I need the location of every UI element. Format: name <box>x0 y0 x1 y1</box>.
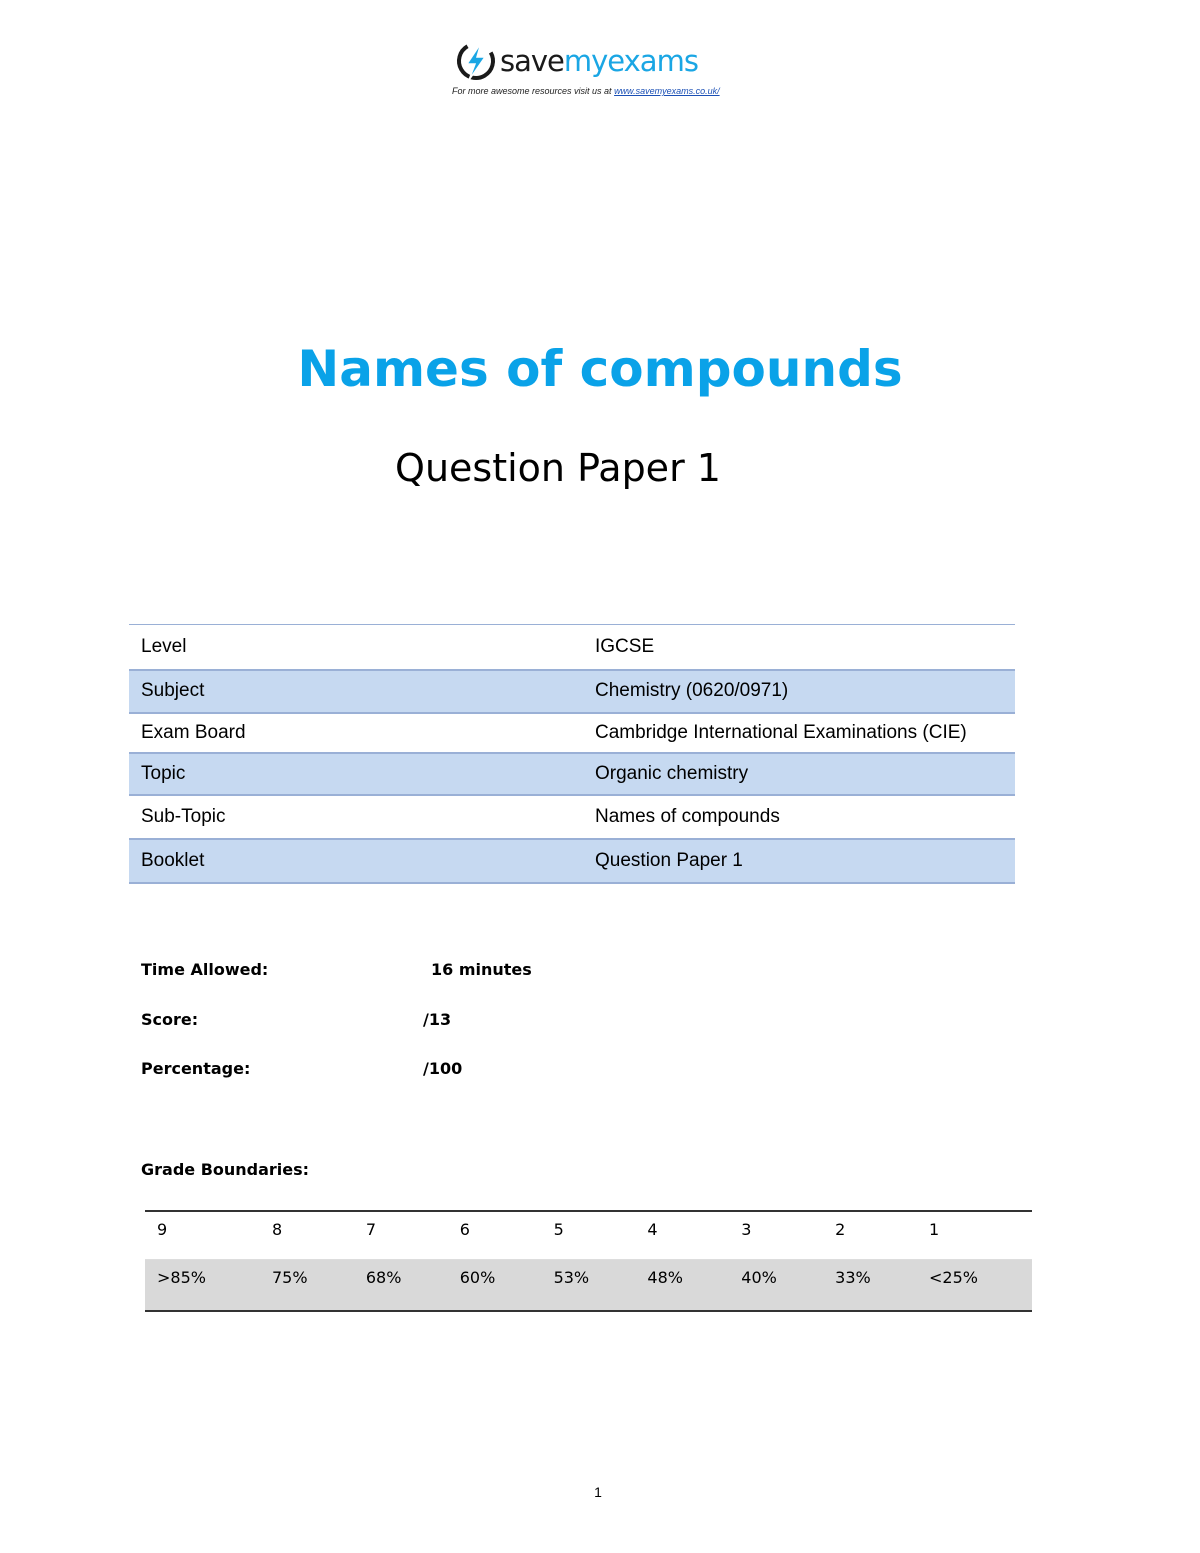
info-row-booklet <box>129 839 1015 883</box>
percentage-cell: 75% <box>271 1267 308 1287</box>
document-title: Names of compounds <box>297 340 903 398</box>
time-allowed-value: 16 minutes <box>431 960 532 979</box>
grade-cell: 8 <box>271 1220 283 1239</box>
percentage-cell: 33% <box>835 1267 871 1287</box>
percentage-label: Percentage: <box>141 1059 251 1078</box>
percentage-cell: 53% <box>553 1267 590 1287</box>
info-label: Level <box>141 635 187 657</box>
percentage-cell: 60% <box>459 1267 496 1287</box>
grade-cell: 4 <box>647 1220 658 1239</box>
logo-myexams-text: myexams <box>563 44 698 78</box>
percentage-cell: <25% <box>929 1267 978 1287</box>
grade-row <box>145 1211 1032 1259</box>
page-number: 1 <box>594 1484 602 1500</box>
percentage-row <box>145 1259 1032 1311</box>
percentage-cell: 68% <box>365 1267 402 1287</box>
percentage-cell: 40% <box>741 1267 777 1287</box>
score-label: Score: <box>141 1010 199 1029</box>
info-row-sub-topic <box>129 795 1015 839</box>
grade-boundaries-table <box>145 1210 1032 1312</box>
percentage-cell: >85% <box>157 1267 206 1287</box>
time-allowed-label: Time Allowed: <box>141 960 269 979</box>
info-row-exam-board <box>129 713 1015 753</box>
document-subtitle: Question Paper 1 <box>395 446 721 490</box>
info-label: Subject <box>129 670 583 713</box>
paper-info-table <box>129 624 1015 884</box>
percentage-value: /100 <box>423 1059 463 1078</box>
tagline-link[interactable]: www.savemyexams.co.uk/ <box>614 86 720 96</box>
info-value: Question Paper 1 <box>583 839 1015 883</box>
grade-cell: 9 <box>157 1220 168 1239</box>
info-label: Booklet <box>129 839 583 883</box>
info-label: Topic <box>129 753 583 795</box>
logo-save-text: save <box>500 44 564 78</box>
info-value: IGCSE <box>595 635 655 657</box>
grade-cell: 2 <box>835 1220 846 1239</box>
grade-cell: 6 <box>459 1220 470 1239</box>
info-value: Chemistry (0620/0971) <box>583 670 1015 713</box>
info-row-level <box>129 625 1015 670</box>
grade-cell: 1 <box>929 1220 940 1239</box>
grade-boundaries-label: Grade Boundaries: <box>141 1160 310 1179</box>
info-value: Names of compounds <box>595 805 780 827</box>
lightning-bolt-icon <box>454 39 498 83</box>
grade-cell: 5 <box>553 1220 564 1239</box>
logo-wordmark <box>500 44 698 78</box>
info-value: Cambridge International Examinations (CIE) <box>595 721 967 743</box>
percentage-cell: 48% <box>647 1267 683 1287</box>
score-value: /13 <box>423 1010 452 1029</box>
header-tagline <box>452 86 752 96</box>
info-label: Sub-Topic <box>141 805 226 827</box>
grade-cell: 3 <box>741 1220 752 1239</box>
info-label: Exam Board <box>141 721 246 743</box>
save-my-exams-logo <box>454 38 698 84</box>
grade-cell: 7 <box>365 1220 377 1239</box>
info-row-subject <box>129 670 1015 713</box>
info-value: Organic chemistry <box>583 753 1015 795</box>
tagline-text: For more awesome resources visit us at <box>452 86 615 96</box>
info-row-topic <box>129 753 1015 795</box>
